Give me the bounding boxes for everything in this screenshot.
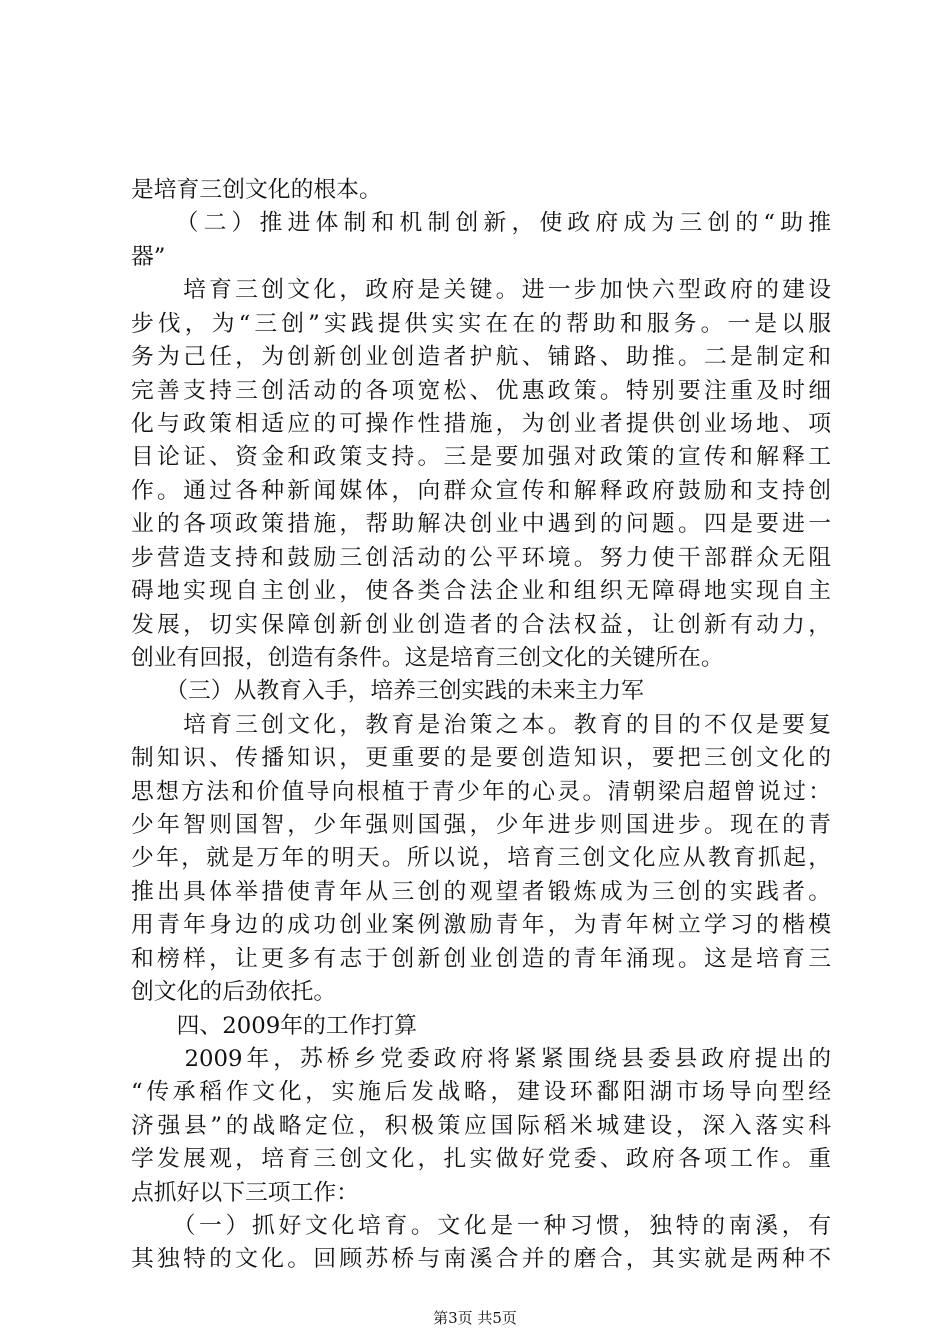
text-line: 务为己任，为创新创业创造者护航、铺路、助推。二是制定和 xyxy=(131,344,831,371)
text-line: 完善支持三创活动的各项宽松、优惠政策。特别要注重及时细 xyxy=(131,377,831,404)
text-line: 培育三创文化，教育是治策之本。教育的目的不仅是要复 xyxy=(131,711,831,738)
text-line: 少年智则国智，少年强则国强，少年进步则国进步。现在的青 xyxy=(131,812,831,838)
text-line: 目论证、资金和政策支持。三是要加强对政策的宣传和解释工 xyxy=(131,444,831,471)
text-line: 点抓好以下三项工作： xyxy=(131,1179,359,1206)
text-line: “传承稻作文化，实施后发战略，建设环鄱阳湖市场导向型经 xyxy=(131,1079,831,1106)
text-line: （二）推进体制和机制创新，使政府成为三创的“助推 xyxy=(131,210,831,237)
text-line: 器” xyxy=(131,243,166,270)
text-line: 少年，就是万年的明天。所以说，培育三创文化应从教育抓起， xyxy=(131,845,831,872)
text-line: 和榜样，让更多有志于创新创业创造的青年涌现。这是培育三 xyxy=(131,945,831,972)
text-line: 步营造支持和鼓励三创活动的公平环境。努力使干部群众无阻 xyxy=(131,544,831,571)
text-line: 制知识、传播知识，更重要的是要创造知识，要把三创文化的 xyxy=(131,745,831,772)
text-line: 推出具体举措使青年从三创的观望者锻炼成为三创的实践者。 xyxy=(131,878,831,905)
text-line: 步伐，为“三创”实践提供实实在在的帮助和服务。一是以服 xyxy=(131,310,831,337)
text-line: 其独特的文化。回顾苏桥与南溪合并的磨合，其实就是两种不 xyxy=(131,1246,831,1273)
text-line: 业的各项政策措施，帮助解决创业中遇到的问题。四是要进一 xyxy=(131,511,831,538)
text-line: 用青年身边的成功创业案例激励青年，为青年树立学习的楷模 xyxy=(131,912,831,939)
text-line: 培育三创文化，政府是关键。进一步加快六型政府的建设 xyxy=(131,277,831,304)
text-line: 是培育三创文化的根本。 xyxy=(131,177,382,203)
text-line: （一）抓好文化培育。文化是一种习惯，独特的南溪，有 xyxy=(131,1213,831,1239)
text-line: 作。通过各种新闻媒体，向群众宣传和解释政府鼓励和支持创 xyxy=(131,477,831,504)
text-line: 四、2009年的工作打算 xyxy=(131,1012,417,1039)
text-line: 思想方法和价值导向根植于青少年的心灵。清朝梁启超曾说过： xyxy=(131,778,831,805)
text-line: （三）从教育入手，培养三创实践的未来主力军 xyxy=(131,678,644,705)
text-line: 学发展观，培育三创文化，扎实做好党委、政府各项工作。重 xyxy=(131,1146,831,1173)
text-line: 济强县”的战略定位，积极策应国际稻米城建设，深入落实科 xyxy=(131,1112,831,1139)
text-line: 发展，切实保障创新创业创造者的合法权益，让创新有动力， xyxy=(131,611,831,638)
page-footer: 第3页 共5页 xyxy=(433,1309,517,1327)
text-line: 创文化的后劲依托。 xyxy=(131,979,337,1006)
text-line: 化与政策相适应的可操作性措施，为创业者提供创业场地、项 xyxy=(131,410,831,437)
text-line: 碍地实现自主创业，使各类合法企业和组织无障碍地实现自主 xyxy=(131,578,831,604)
text-line: 创业有回报，创造有条件。这是培育三创文化的关键所在。 xyxy=(131,644,724,671)
text-line: 2009年，苏桥乡党委政府将紧紧围绕县委县政府提出的 xyxy=(131,1045,831,1072)
